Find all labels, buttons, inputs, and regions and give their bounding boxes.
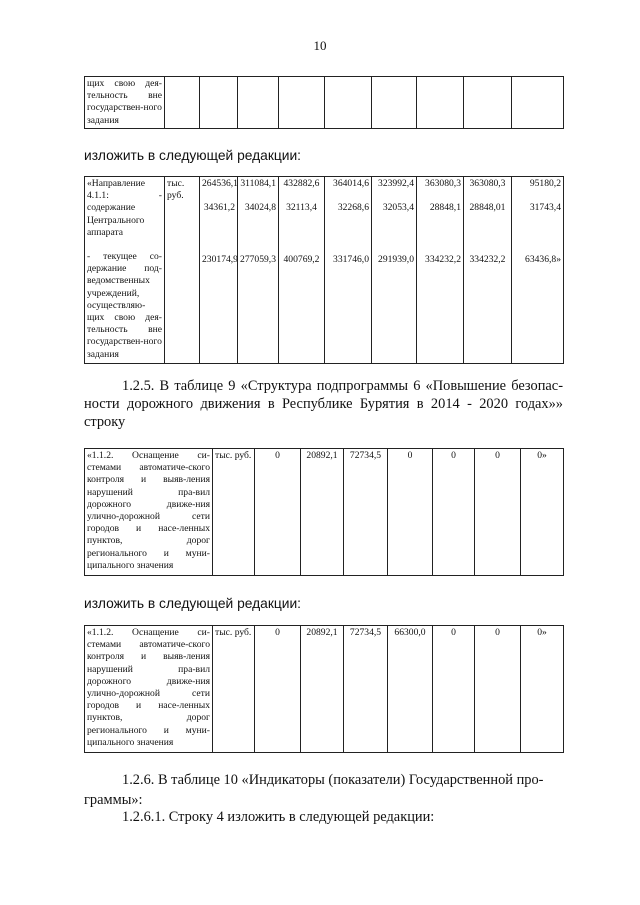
unit-cell: тыс. руб. [213,449,255,576]
top-table-fragment [84,76,564,129]
paragraph-1-2-6-1: 1.2.6.1. Строку 4 изложить в следующей редакции: [122,809,435,825]
caption-new-edition-2: изложить в следующей редакции: [84,596,302,611]
value-cell: 432882,6 32113,4 400769,2 [279,177,325,364]
value-cell: 0 [255,626,301,753]
row-name-cell [85,177,165,364]
value-cell: 72734,5 [344,449,388,576]
table-row-1-1-2-new [84,625,564,753]
value-cell: 0» [521,449,564,576]
value-cell: 0 [433,449,475,576]
table-row [85,77,564,129]
value-cell: 72734,5 [344,626,388,753]
value-cell: 323992,4 32053,4 291939,0 [372,177,417,364]
caption-new-edition-1: изложить в следующей редакции: [84,148,302,163]
row1-name: «Направление 4.1.1: - содержание Центрального аппарата [87,178,162,238]
value-cell: 0 [388,449,433,576]
row-name-cell: щих свою дея-тельность вне государствен-ного задания [85,77,165,129]
row2-name: - текущее со-держание под-ведомственных учреждений, осуществляю-щих свою дея-тельность вне государствен-ного задания [87,251,162,360]
value-cell: 95180,2 31743,4 63436,8» [512,177,564,364]
value-cell: 66300,0 [388,626,433,753]
value-cell: 0» [521,626,564,753]
paragraph-1-2-5: 1.2.5. В таблице 9 «Структура подпрограммы 6 «Повышение безопас-ности дорожного движения в Республике Бурятия в 2014 - 2020 годах»» строку [84,378,563,430]
value-cell: 264536,1 34361,2 230174,9 [200,177,238,364]
table-direction-4-1-1 [84,176,564,364]
row-name-cell: «1.1.2. Оснащение си-стемами автоматиче-ского контроля и выяв-ления нарушений пра-вил дорожного движе-ния улично-дорожной сети городов и насе-ленных пунктов, дорог регионального и муни-ципального значения [85,626,213,753]
row-name-cell: «1.1.2. Оснащение си-стемами автоматиче-ского контроля и выяв-ления нарушений пра-вил дорожного движе-ния улично-дорожной сети городов и насе-ленных пунктов, дорог регионального и муни-ципального значения [85,449,213,576]
table-row [85,177,564,364]
value-cell: 0 [475,449,521,576]
value-cell: 20892,1 [301,626,344,753]
value-cell: 20892,1 [301,449,344,576]
value-cell: 363080,3 28848,1 334232,2 [417,177,464,364]
value-cell: 364014,6 32268,6 331746,0 [325,177,372,364]
unit-cell: тыс. руб. [165,177,200,364]
unit-cell: тыс. руб. [213,626,255,753]
value-cell: 0 [433,626,475,753]
paragraph-1-2-6-line1: 1.2.6. В таблице 10 «Индикаторы (показатели) Государственной про- [122,772,544,788]
value-cell: 363080,3 28848,01 334232,2 [464,177,512,364]
value-cell: 0 [255,449,301,576]
value-cell: 311084,1 34024,8 277059,3 [238,177,279,364]
table-row [85,626,564,753]
table-row-1-1-2-old [84,448,564,576]
table-row [85,449,564,576]
paragraph-1-2-6-line2: граммы»: [84,792,143,808]
page-number: 10 [313,38,327,53]
value-cell: 0 [475,626,521,753]
